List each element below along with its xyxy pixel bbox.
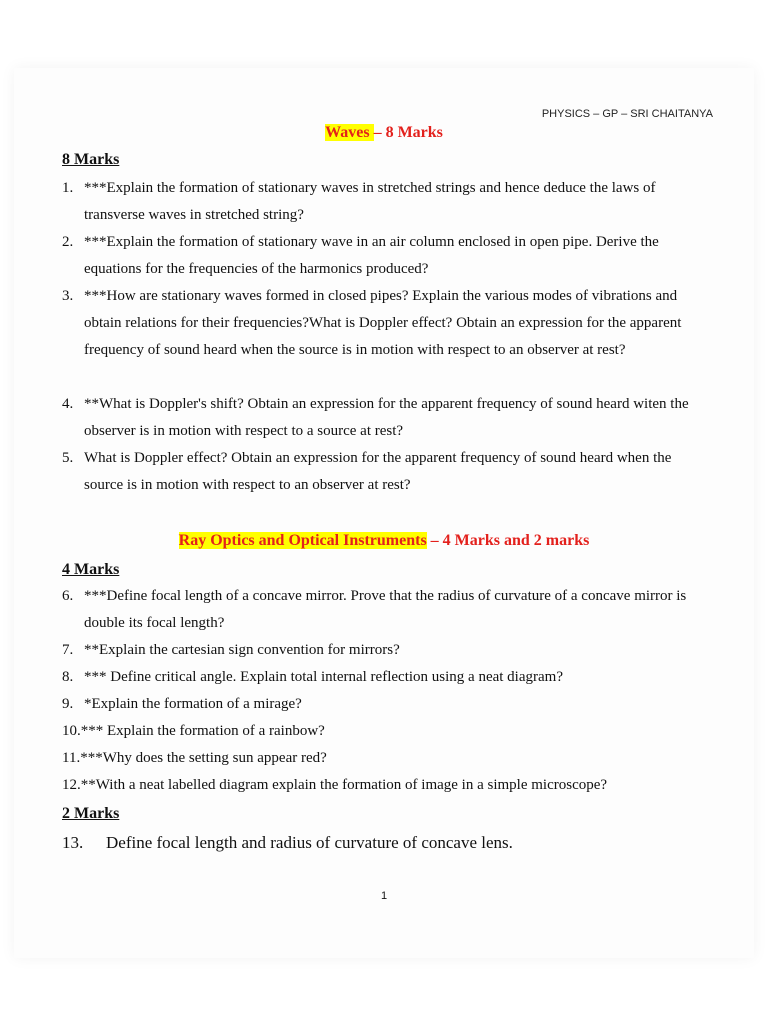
subheading-2-marks: 2 Marks [62,805,120,822]
question-number: 2. [62,234,74,250]
question-text: What is Doppler effect? Obtain an expression for the apparent frequency of sound heard when the source is in motion with respect to an observer at rest? [84,450,672,493]
question-1 [62,175,712,229]
section-title-optics-highlight: Ray Optics and Optical Instruments [178,532,427,549]
question-number: 6. [62,588,74,604]
question-5 [62,445,712,499]
question-number: 7. [62,642,74,658]
question-3 [62,283,712,364]
question-number: 3. [62,288,74,304]
question-12 [62,772,712,799]
question-text: *Explain the formation of a mirage? [84,696,302,712]
question-text: 11.***Why does the setting sun appear red? [62,750,327,766]
question-number: 13. [62,833,84,852]
question-text: **What is Doppler's shift? Obtain an expression for the apparent frequency of sound heard witen the observer is in motion with respect to a source at rest? [84,396,689,439]
question-9 [62,691,712,718]
page-header: PHYSICS – GP – SRI CHAITANYA [541,108,713,120]
question-text: 10.*** Explain the formation of a rainbow? [62,723,325,739]
question-text: **Explain the cartesian sign convention for mirrors? [84,642,400,658]
question-6 [62,583,712,637]
subheading-4-marks: 4 Marks [62,561,120,578]
section-title-optics [0,531,768,551]
subheading-8-marks: 8 Marks [62,151,120,168]
question-2 [62,229,712,283]
question-4 [62,391,712,445]
section-title-waves-marks: – 8 Marks [373,124,443,141]
question-13 [62,832,513,854]
question-number: 5. [62,450,74,466]
question-7 [62,637,712,664]
section-title-waves [0,123,768,143]
question-10 [62,718,712,745]
question-8 [62,664,712,691]
question-text: ***Explain the formation of stationary waves in stretched strings and hence deduce the laws of transverse waves in stretched string? [84,180,656,223]
question-text: ***Define focal length of a concave mirror. Prove that the radius of curvature of a concave mirror is double its focal length? [84,588,687,631]
section-title-optics-marks: – 4 Marks and 2 marks [426,532,590,549]
question-text: Define focal length and radius of curvature of concave lens. [106,833,513,852]
question-number: 1. [62,180,74,196]
question-number: 9. [62,696,74,712]
section-title-waves-highlight: Waves [325,124,374,141]
question-number: 4. [62,396,74,412]
question-text: ***How are stationary waves formed in closed pipes? Explain the various modes of vibrations and obtain relations for their frequencies?What is Doppler effect? Obtain an expression for the apparent frequency of sound heard when the source is in motion with respect to an observer at rest? [84,288,682,358]
question-text: *** Define critical angle. Explain total internal reflection using a neat diagram? [84,669,563,685]
question-number: 8. [62,669,74,685]
question-11 [62,745,712,772]
question-text: 12.**With a neat labelled diagram explain the formation of image in a simple microscope? [62,777,608,793]
question-text: ***Explain the formation of stationary wave in an air column enclosed in open pipe. Derive the equations for the frequencies of the harmonics produced? [84,234,659,277]
page-number: 1 [380,890,388,902]
